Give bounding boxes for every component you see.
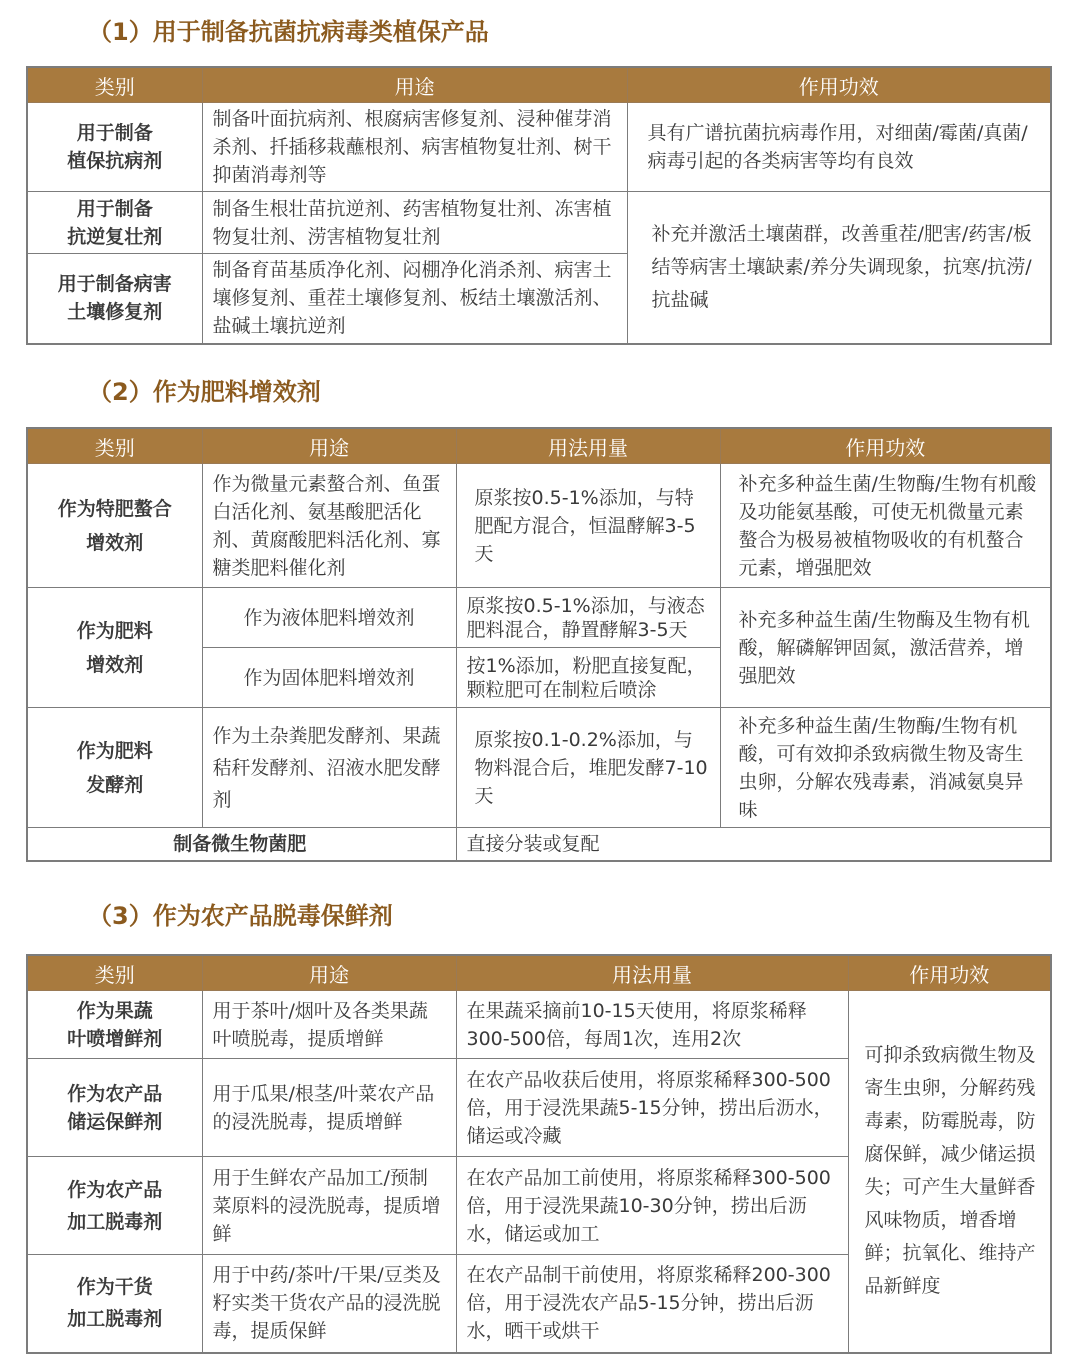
- row-dosage: 在果蔬采摘前10-15天使用，将原浆稀释300-500倍，每周1次，连用2次: [456, 991, 848, 1059]
- row-use: 制备叶面抗病剂、根腐病害修复剂、浸种催芽消杀剂、扦插移栽蘸根剂、病害植物复壮剂、树干抑菌消毒剂等: [202, 103, 627, 192]
- row-effect: 可抑杀致病微生物及寄生虫卵，分解药残毒素，防霉脱毒，防腐保鲜，减少储运损失；可产生大量鲜香风味物质，增香增鲜；抗氧化、维持产品新鲜度: [848, 991, 1051, 1353]
- row-use: 用于中药/茶叶/干果/豆类及籽实类干货农产品的浸洗脱毒，提质保鲜: [202, 1255, 456, 1353]
- row-category: [27, 254, 202, 344]
- row-dosage: 按1%添加，粉肥直接复配，颗粒肥可在制粒后喷涂: [456, 648, 720, 708]
- row-dosage: 在农产品制干前使用，将原浆稀释200-300倍，用于浸洗农产品5-15分钟，捞出后沥水，晒干或烘干: [456, 1255, 848, 1353]
- table-1-header: [27, 67, 1051, 103]
- row-category: [27, 708, 202, 828]
- row-effect: 具有广谱抗菌抗病毒作用，对细菌/霉菌/真菌/病毒引起的各类病害等均有良效: [627, 103, 1051, 192]
- row-category: [27, 1157, 202, 1255]
- table-3: [26, 954, 1052, 1354]
- row-use: 作为土杂粪肥发酵剂、果蔬秸秆发酵剂、沼液水肥发酵剂: [202, 708, 456, 828]
- row-dosage: 原浆按0.5-1%添加，与液态肥料混合，静置酵解3-5天: [456, 588, 720, 648]
- category-label: 作为特肥螯合 增效剂: [57, 497, 172, 554]
- table-row: [27, 588, 1051, 648]
- row-use: 作为微量元素螯合剂、鱼蛋白活化剂、氨基酸肥活化剂、黄腐酸肥料活化剂、寡糖类肥料催化剂: [202, 464, 456, 588]
- section-3-title: （3）作为农产品脱毒保鲜剂: [88, 902, 393, 930]
- header-category: 类别: [27, 67, 202, 103]
- row-effect: 补充多种益生菌/生物酶/生物有机酸及功能氨基酸，可使无机微量元素螯合为极易被植物吸收的有机螯合元素，增强肥效: [720, 464, 1051, 588]
- table-row: [27, 708, 1051, 828]
- table-2-header: [27, 428, 1051, 464]
- table-3-header: [27, 955, 1051, 991]
- header-dosage: 用法用量: [456, 428, 720, 464]
- row-use: 制备育苗基质净化剂、闷棚净化消杀剂、病害土壤修复剂、重茬土壤修复剂、板结土壤激活剂、盐碱土壤抗逆剂: [202, 254, 627, 344]
- row-category: [27, 588, 202, 708]
- category-label: 用于制备 抗逆复壮剂: [67, 197, 163, 248]
- table-row: [27, 192, 1051, 254]
- row-dosage: 在农产品加工前使用，将原浆稀释300-500倍，用于浸洗果蔬10-30分钟，捞出后沥水，储运或加工: [456, 1157, 848, 1255]
- section-1-title: （1）用于制备抗菌抗病毒类植保产品: [88, 18, 489, 46]
- header-category: 类别: [27, 955, 202, 991]
- row-dosage: 直接分装或复配: [456, 828, 1051, 862]
- header-category: 类别: [27, 428, 202, 464]
- header-effect: 作用功效: [720, 428, 1051, 464]
- row-dosage: 原浆按0.1-0.2%添加，与物料混合后，堆肥发酵7-10天: [456, 708, 720, 828]
- table-row: [27, 828, 1051, 862]
- row-category: [27, 991, 202, 1059]
- category-label: 作为果蔬 叶喷增鲜剂: [67, 999, 163, 1050]
- row-dosage: 原浆按0.5-1%添加，与特肥配方混合，恒温酵解3-5天: [456, 464, 720, 588]
- header-effect: 作用功效: [627, 67, 1051, 103]
- category-label: 用于制备 植保抗病剂: [67, 122, 163, 172]
- row-category: [27, 1255, 202, 1353]
- row-dosage: 在农产品收获后使用，将原浆稀释300-500倍，用于浸洗果蔬5-15分钟，捞出后沥水，储运或冷藏: [456, 1059, 848, 1157]
- row-category: [27, 1059, 202, 1157]
- category-label: 作为肥料 发酵剂: [76, 739, 153, 796]
- row-use: 用于生鲜农产品加工/预制菜原料的浸洗脱毒，提质增鲜: [202, 1157, 456, 1255]
- row-use: 作为固体肥料增效剂: [202, 648, 456, 708]
- category-label: 作为农产品 储运保鲜剂: [67, 1082, 163, 1133]
- category-label: 作为农产品 加工脱毒剂: [67, 1178, 163, 1233]
- section-2-title: （2）作为肥料增效剂: [88, 378, 321, 406]
- category-label: 用于制备病害 土壤修复剂: [57, 273, 172, 324]
- category-label: 作为干货 加工脱毒剂: [67, 1276, 163, 1331]
- table-1: [26, 66, 1052, 345]
- category-label: 作为肥料 增效剂: [76, 619, 153, 676]
- row-use: 作为液体肥料增效剂: [202, 588, 456, 648]
- table-2: [26, 427, 1052, 862]
- header-effect: 作用功效: [848, 955, 1051, 991]
- row-category: [27, 464, 202, 588]
- row-use: 用于瓜果/根茎/叶菜农产品的浸洗脱毒，提质增鲜: [202, 1059, 456, 1157]
- table-row: [27, 991, 1051, 1059]
- header-use: 用途: [202, 67, 627, 103]
- row-category: [27, 103, 202, 192]
- row-use: 制备生根壮苗抗逆剂、药害植物复壮剂、冻害植物复壮剂、涝害植物复壮剂: [202, 192, 627, 254]
- row-effect: 补充并激活土壤菌群，改善重茬/肥害/药害/板结等病害土壤缺素/养分失调现象，抗寒/抗涝/抗盐碱: [627, 192, 1051, 344]
- row-category: 制备微生物菌肥: [27, 828, 456, 862]
- table-row: [27, 464, 1051, 588]
- row-category: [27, 192, 202, 254]
- header-dosage: 用法用量: [456, 955, 848, 991]
- row-effect: 补充多种益生菌/生物酶/生物有机酸，可有效抑杀致病微生物及寄生虫卵，分解农残毒素，消减氨臭异味: [720, 708, 1051, 828]
- table-row: [27, 103, 1051, 192]
- header-use: 用途: [202, 955, 456, 991]
- row-effect: 补充多种益生菌/生物酶及生物有机酸，解磷解钾固氮，激活营养，增强肥效: [720, 588, 1051, 708]
- header-use: 用途: [202, 428, 456, 464]
- row-use: 用于茶叶/烟叶及各类果蔬叶喷脱毒，提质增鲜: [202, 991, 456, 1059]
